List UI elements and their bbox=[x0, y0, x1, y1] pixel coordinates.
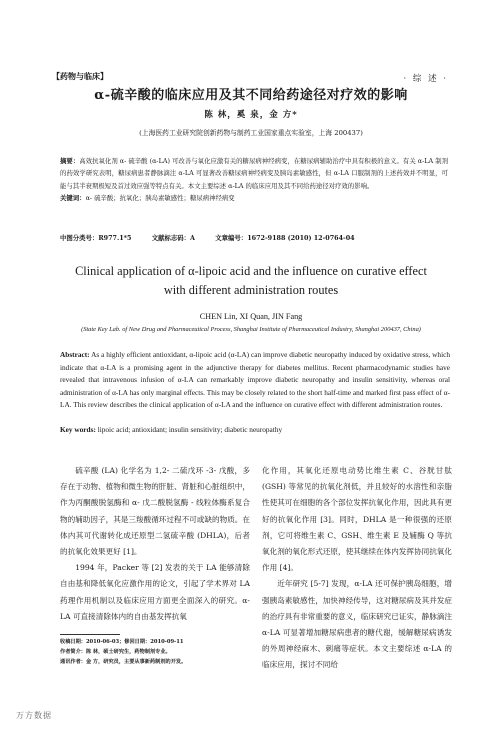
chinese-abstract-label: 摘要： bbox=[60, 157, 80, 165]
footnote-received: 收稿日期：2010-06-03；修回日期：2010-09-11 bbox=[60, 639, 184, 645]
chinese-abstract bbox=[60, 155, 448, 205]
classification-line bbox=[60, 233, 373, 242]
chinese-affiliation: (上海医药工业研究院创新药物与制药工业国家重点实验室，上海 200437) bbox=[139, 129, 363, 137]
english-title-line1: Clinical application of α-lipoic acid and the influence on curative effect bbox=[75, 264, 427, 278]
clc-value: R977.1*5 bbox=[98, 234, 132, 242]
english-affiliation: (State Key Lab. of New Drug and Pharmaceutical Process, Shanghai Institute of Pharmaceutical Industry, Shanghai 200437, China) bbox=[81, 326, 421, 333]
article-id bbox=[215, 234, 354, 242]
body-paragraph: 近年研究 [5-7] 发现，α-LA 还可保护胰岛细胞，增强胰岛素敏感性，加快神经传导，这对糖尿病及其并发症的治疗具有非常重要的意义，临床研究已证实，静脉滴注 α-LA 可显著增加糖尿病患者的糖代谢，缓解糖尿病诱发的外周神经麻木、刺痛等症状。本文主要综述 α-LA 的临床应用，探讨不同给 bbox=[262, 579, 452, 670]
article-id-label: 文章编号： bbox=[215, 234, 248, 242]
english-keywords-text: lipoic acid; antioxidant; insulin sensitivity; diabetic neuropathy bbox=[97, 425, 283, 434]
english-title-line2: with different administration routes bbox=[163, 283, 339, 297]
english-abstract-label: Abstract: bbox=[60, 350, 90, 359]
footnote-correspondence: 通讯作者：金 方，研究员，主要从事新药制剂的开发。 bbox=[60, 659, 187, 665]
body-paragraph: 1994 年，Packer 等 [2] 发表的关于 LA 能够清除自由基和降低氧化应激作用的论文，引起了学术界对 LA 药理作用机制以及临床应用方面更全面深入的研究。α-LA 可直接清除体内的自由基发挥抗氧 bbox=[60, 563, 250, 621]
clc-number bbox=[60, 234, 131, 242]
review-tag: · 综 述 · bbox=[403, 74, 448, 84]
column-tag: 【药物与临床】 bbox=[52, 71, 108, 81]
footnotes bbox=[60, 637, 250, 667]
footnote-divider bbox=[60, 634, 120, 635]
english-abstract-text: As a highly efficient antioxidant, α-lipoic acid (α-LA) can improve diabetic neuropathy induced by oxidative stress, which indicate that α-LA is a promising agent in the adjunctive therapy for diabetes mellitus. Recent pharmacodynamic studies have revealed that intravenous infusion of α-LA can remarkably improve diabetic neuropathy and insulin sensitivity, whereas oral administration of α-LA has only marginal effects. This may be closely related to the short half-time and marked first pass effect of α-LA. This review describes the clinical application of α-LA and the influence on curative effect with different administration routes. bbox=[60, 350, 450, 410]
english-keywords bbox=[60, 425, 450, 434]
document-code bbox=[152, 234, 195, 242]
article-id-value: 1672-9188 (2010) 12-0764-04 bbox=[247, 234, 355, 242]
chinese-keywords-text: α- 硫辛酸；抗氧化；胰岛素敏感性；糖尿病神经病变 bbox=[85, 194, 235, 203]
english-authors: CHEN Lin, XI Quan, JIN Fang bbox=[199, 312, 303, 321]
doc-code-label: 文献标志码： bbox=[151, 234, 191, 242]
body-paragraph: 硫辛酸 (LA) 化学名为 1,2- 二硫戊环 -3- 戊酸，多存在于动物、植物和微生物的肝脏、肾脏和心脏组织中，作为丙酮酸脱氢酶和 α- 戊二酸脱氢酶 - 线粒体酶系复合物的辅助因子，其是三羧酸循环过程不可或缺的物质。在体内其可代谢转化成还原型二氢硫辛酸 (DHLA)，后者的抗氧化效果更好 [1]。 bbox=[60, 466, 250, 557]
body-paragraph: 化作用，其氧化还原电动势比维生素 C、谷胱甘肽 (GSH) 等常见的抗氧化剂低，并且较好的水溶性和亲脂性使其可在细胞的各个部位发挥抗氧化作用，因此具有更好的抗氧化作用 [3]。同时，DHLA 是一种很强的还原剂，它可将维生素 C、GSH、维生素 E 及辅酶 Q 等抗氧化剂的氧化形式还原，使其继续在体内发挥协同抗氧化作用 [4]。 bbox=[262, 466, 452, 573]
body-left-column bbox=[60, 463, 250, 625]
english-abstract bbox=[60, 349, 450, 412]
chinese-authors: 陈 林，奚 泉，金 方* bbox=[204, 110, 298, 120]
chinese-title: α-硫辛酸的临床应用及其不同给药途径对疗效的影响 bbox=[94, 88, 408, 103]
clc-label: 中图分类号： bbox=[60, 234, 99, 242]
english-keywords-label: Key words: bbox=[60, 425, 96, 434]
doc-code-value: A bbox=[190, 234, 196, 242]
watermark: 万方数据 bbox=[16, 711, 52, 720]
chinese-keywords-label: 关键词： bbox=[60, 194, 86, 203]
english-title bbox=[0, 262, 502, 300]
chinese-abstract-text: 高效抗氧化剂 α- 硫辛酸 (α-LA) 可改善与氧化应激有关的糖尿病神经病变，在糖尿病辅助治疗中具有积极的意义。有关 α-LA 制剂的药效学研究表明，糖尿病患者静脉滴注 α-LA 可显著改善糖尿病神经病变及胰岛素敏感性，但 α-LA 口服制剂的上述药效并不明显，可能与其半衰期极短及首过效应强等特点有关。本文主要综述 α-LA 的临床应用及其不同给药途径对疗效的影响。 bbox=[60, 157, 448, 190]
footnote-author-bio: 作者简介：陈 林，硕士研究生，药物制剂专业。 bbox=[60, 649, 171, 655]
body-right-column bbox=[262, 463, 452, 674]
